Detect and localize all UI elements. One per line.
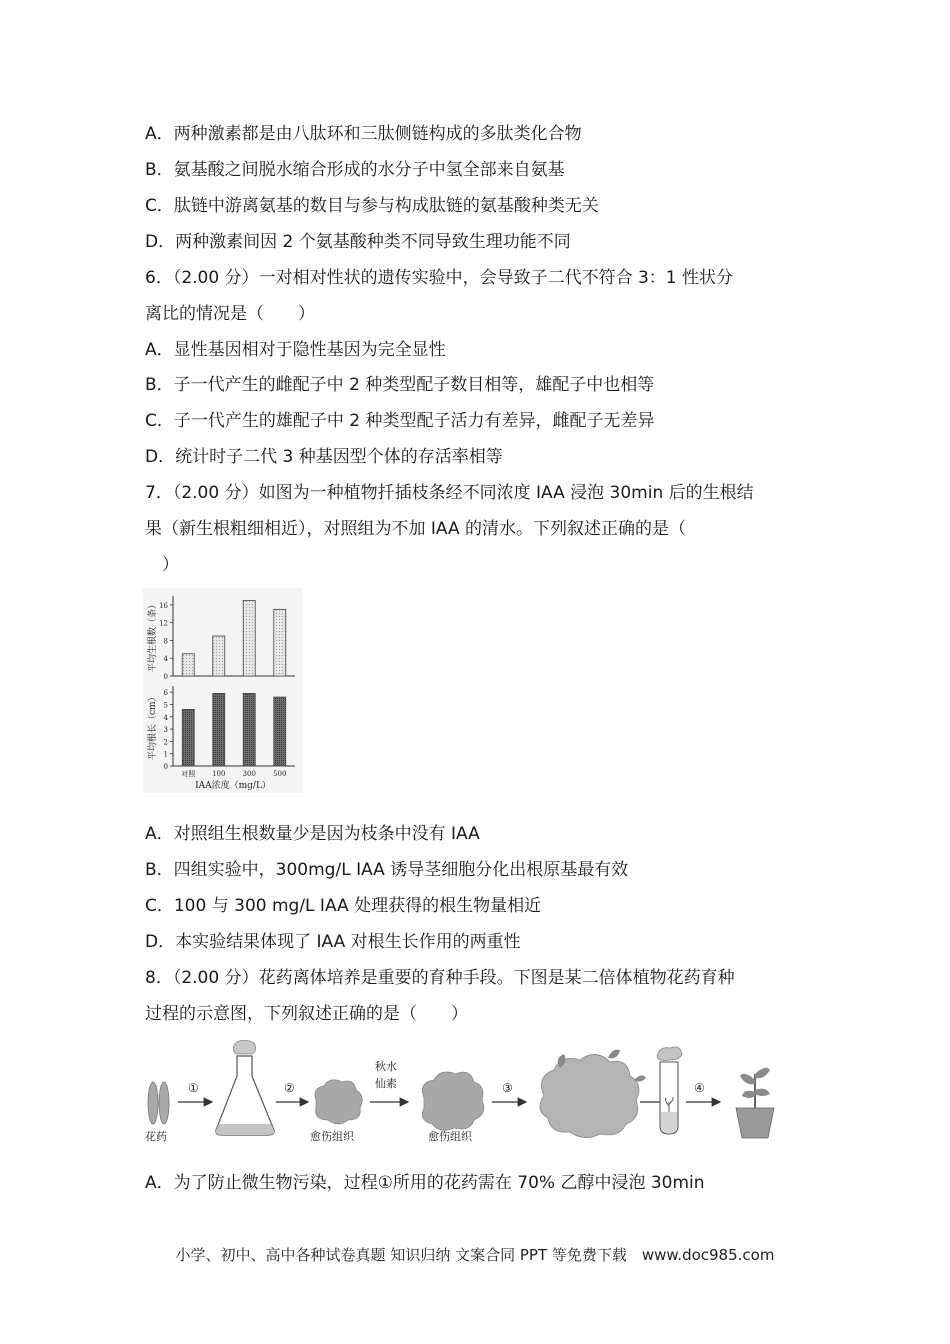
bar-300 xyxy=(243,600,255,676)
q8-stem-line1: 8．（2.00 分）花药离体培养是重要的育种手段。下图是某二倍体植物花药育种 xyxy=(145,968,735,988)
potted-plant-image xyxy=(736,1068,774,1138)
ytick-label: 6 xyxy=(163,689,168,698)
ytick-label: 2 xyxy=(163,738,168,747)
q7-stem-line3: ） xyxy=(145,555,179,575)
bottom-chart-ylabel: 平均根长（cm） xyxy=(148,692,158,760)
bar-对照 xyxy=(182,709,194,766)
q6-stem-line2: 离比的情况是（ ） xyxy=(145,304,315,324)
colchicine-label-1: 秋水 xyxy=(375,1060,397,1073)
q6-option-c: C．子一代产生的雄配子中 2 种类型配子活力有差异，雌配子无差异 xyxy=(145,411,655,431)
step-4-label: ④ xyxy=(694,1081,705,1095)
bar-100 xyxy=(213,693,225,766)
step-3-label: ③ xyxy=(502,1081,513,1095)
ytick-label: 8 xyxy=(163,637,168,646)
ytick-label: 4 xyxy=(163,713,168,722)
q6-option-b: B．子一代产生的雌配子中 2 种类型配子数目相等，雄配子中也相等 xyxy=(145,375,655,395)
callus-label-2: 愈伤组织 xyxy=(428,1130,472,1143)
q6-option-a: A．显性基因相对于隐性基因为完全显性 xyxy=(145,340,446,360)
callus-image-2 xyxy=(422,1072,484,1130)
q8-option-a: A．为了防止微生物污染，过程①所用的花药需在 70% 乙醇中浸泡 30min xyxy=(145,1173,705,1193)
page-footer: 小学、初中、高中各种试卷真题 知识归纳 文案合同 PPT 等免费下载 www.doc985.com xyxy=(175,1246,775,1264)
q5-option-c: C．肽链中游离氨基的数目与参与构成肽链的氨基酸种类无关 xyxy=(145,196,599,216)
anther-culture-diagram xyxy=(140,1040,790,1150)
q7-option-b: B．四组实验中，300mg/L IAA 诱导茎细胞分化出根原基最有效 xyxy=(145,860,629,880)
bar-300 xyxy=(243,693,255,766)
ytick-label: 16 xyxy=(159,601,168,610)
top-chart-ylabel: 平均生根数（条） xyxy=(148,599,158,672)
q5-option-b: B．氨基酸之间脱水缩合形成的水分子中氢全部来自氨基 xyxy=(145,160,565,180)
q7-option-a: A．对照组生根数量少是因为枝条中没有 IAA xyxy=(145,824,480,844)
bar-100 xyxy=(213,636,225,676)
flask-image xyxy=(216,1040,274,1135)
ytick-label: 4 xyxy=(163,655,168,664)
ytick-label: 0 xyxy=(163,673,168,681)
ytick-label: 12 xyxy=(159,619,168,628)
q6-stem-line1: 6．（2.00 分）一对相对性状的遗传实验中，会导致子二代不符合 3：1 性状分 xyxy=(145,268,734,288)
step-1-label: ① xyxy=(188,1081,199,1095)
q5-option-d: D．两种激素间因 2 个氨基酸种类不同导致生理功能不同 xyxy=(145,232,571,252)
differentiated-callus-image xyxy=(540,1050,646,1138)
q7-option-d: D．本实验结果体现了 IAA 对根生长作用的两重性 xyxy=(145,932,521,952)
ytick-label: 0 xyxy=(163,763,168,771)
ytick-label: 5 xyxy=(163,701,168,710)
step-2-label: ② xyxy=(284,1081,295,1095)
bar-对照 xyxy=(182,654,194,676)
category-label: 对照 xyxy=(181,770,196,778)
q6-option-d: D．统计时子二代 3 种基因型个体的存活率相等 xyxy=(145,447,503,467)
callus-label-1: 愈伤组织 xyxy=(310,1130,354,1143)
test-tube-image xyxy=(657,1047,682,1134)
anther-label: 花药 xyxy=(145,1130,167,1143)
q7-stem-line2: 果（新生根粗细相近），对照组为不加 IAA 的清水。下列叙述正确的是（ xyxy=(145,519,687,539)
q8-stem-line2: 过程的示意图，下列叙述正确的是（ ） xyxy=(145,1004,468,1024)
anther-image xyxy=(148,1082,169,1124)
bottom-chart-xlabel: IAA浓度（mg/L） xyxy=(195,781,271,791)
category-label: 300 xyxy=(242,770,256,778)
callus-image-1 xyxy=(315,1080,362,1124)
category-label: 100 xyxy=(212,770,226,778)
ytick-label: 1 xyxy=(163,750,168,759)
q7-stem-line1: 7．（2.00 分）如图为一种植物扦插枝条经不同浓度 IAA 浸泡 30min 后的生根结 xyxy=(145,483,754,503)
bar-500 xyxy=(274,609,286,676)
q5-option-a: A．两种激素都是由八肽环和三肽侧链构成的多肽类化合物 xyxy=(145,124,582,144)
colchicine-label-2: 仙素 xyxy=(375,1077,397,1090)
iaa-bar-charts xyxy=(143,588,303,793)
ytick-label: 3 xyxy=(163,726,168,735)
q7-option-c: C．100 与 300 mg/L IAA 处理获得的根生物量相近 xyxy=(145,896,542,916)
bar-500 xyxy=(274,697,286,766)
category-label: 500 xyxy=(273,770,287,778)
